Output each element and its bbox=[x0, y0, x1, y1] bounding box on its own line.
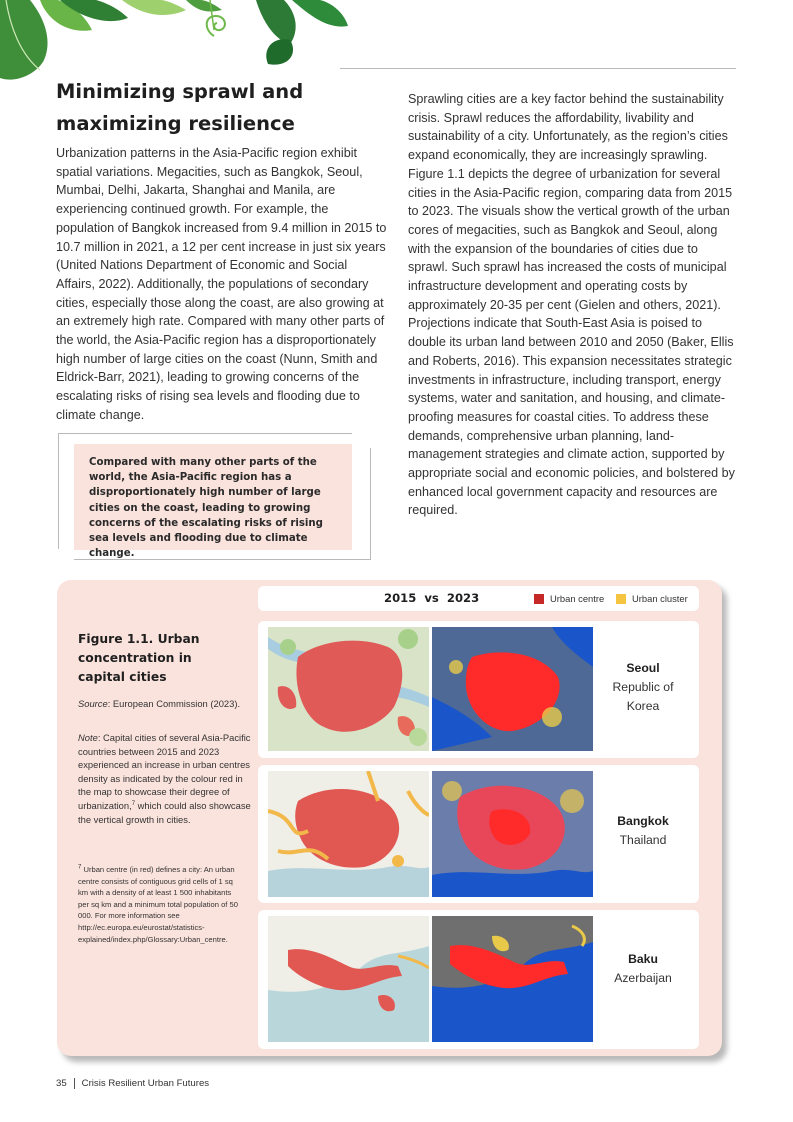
legend-urban-cluster bbox=[616, 593, 688, 604]
source-label: Source bbox=[78, 698, 108, 709]
seoul-map-2015-image bbox=[268, 627, 429, 751]
city-name: Seoul bbox=[626, 661, 660, 675]
city-card-baku bbox=[258, 910, 699, 1049]
footnote-text: Urban centre (in red) defines a city: An urban centre consists of contiguous grid cells of 1 sq km with a density of at least 1 500 inhabitants per sq km and a minimum total population of 50 000. For more information see http://ec.europa.eu/eurostat/statistics-explained/index.php/Glossary:Urban_centre. bbox=[78, 865, 238, 944]
legend-label: Urban centre bbox=[550, 593, 605, 604]
bangkok-map-2015-image bbox=[268, 771, 429, 897]
legend-urban-centre bbox=[534, 593, 604, 604]
baku-map-2015-image bbox=[268, 916, 429, 1042]
legend-label: Urban cluster bbox=[632, 593, 688, 604]
top-divider bbox=[340, 68, 736, 69]
urban-centre-swatch-icon bbox=[534, 594, 544, 604]
baku-map-2023-image bbox=[432, 916, 593, 1042]
legend-bar bbox=[258, 586, 699, 611]
right-column-text bbox=[408, 90, 740, 520]
footnote-number: 7 bbox=[78, 864, 82, 871]
paragraph: Urbanization patterns in the Asia-Pacific region exhibit spatial variations. Megacities, such as Bangkok, Seoul, Mumbai, Delhi, Jakarta, Shanghai and Manila, are experiencing continued growth. For example, the population of Bangkok increased from 9.4 million in 2015 to 10.7 million in 2021, a 12 per cent increase in just six years (United Nations Department of Economic and Social Affairs, 2022). Additionally, the populations of secondary cities, especially those along the coast, are also growing at an extremely high rate. Compared with many other parts of the world, the Asia-Pacific region has a disproportionately high number of large cities on the coast (Nunn, Smith and Eldrick-Barr, 2021), leading to growing concerns of the escalating risks of rising sea levels and flooding due to climate change. bbox=[56, 146, 387, 422]
paragraph: Sprawling cities are a key factor behind the sustainability crisis. Sprawl reduces the affordability, livability and sustainability of a city. Unfortunately, as the region’s cities expand economically, they are increasingly sprawling. Figure 1.1 depicts the degree of urbanization for several cities in the Asia-Pacific region, comparing data from 2015 to 2023. The visuals show the vertical growth of the urban cores of megacities, such as Bangkok and Seoul, along with the expansion of the boundaries of cities due to sprawl. Such sprawl has increased the costs of municipal infrastructure development and operating costs by approximately 20-35 per cent (Gielen and others, 2021). Projections indicate that South-East Asia is poised to double its urban land between 2010 and 2050 (Baker, Ellis and Roberts, 2016). This expansion necessitates strategic investments in infrastructure, including transport, energy systems, water and sanitation, and housing, and climate-proofing measures for coastal cities. To address these demands, comprehensive urban planning, land-management strategies and climate action, supported by appropriate social and economic policies, and bolstered by enhanced local government capacity and resources are required. bbox=[408, 92, 735, 518]
city-name: Bangkok bbox=[617, 814, 669, 828]
source-text: : European Commission (2023). bbox=[107, 698, 241, 709]
city-name: Baku bbox=[628, 952, 658, 966]
country-name: Thailand bbox=[619, 833, 667, 847]
country-name: Republic of Korea bbox=[612, 680, 674, 713]
page-footer bbox=[56, 1078, 209, 1089]
pull-quote: Compared with many other parts of the world, the Asia-Pacific region has a disproportionately high number of large cities on the coast, leading to growing concerns of the escalating risks of rising sea levels and flooding due to climate change. bbox=[74, 444, 352, 550]
footer-separator bbox=[74, 1078, 75, 1089]
city-label-baku bbox=[598, 950, 688, 988]
note-text-end: which could also showcase the vertical growth in cities. bbox=[78, 799, 251, 825]
urban-cluster-swatch-icon bbox=[616, 594, 626, 604]
country-name: Azerbaijan bbox=[614, 971, 672, 985]
city-card-bangkok bbox=[258, 765, 699, 903]
comparison-title: 2015 vs 2023 bbox=[384, 591, 480, 605]
note-text: : Capital cities of several Asia-Pacific countries between 2015 and 2023 experienced an increase in urban centres density as indicated by the colour red in the map to showcase their degree of urbanization, bbox=[78, 732, 251, 811]
page-number: 35 bbox=[56, 1078, 67, 1089]
city-label-bangkok bbox=[598, 812, 688, 850]
city-label-seoul bbox=[598, 659, 688, 716]
figure-title: Figure 1.1. Urban concentration in capital cities bbox=[78, 632, 200, 684]
left-column-text bbox=[56, 144, 388, 425]
figure-source bbox=[78, 698, 248, 711]
figure-footnote bbox=[78, 864, 238, 945]
section-heading: Minimizing sprawl and maximizing resilience bbox=[56, 80, 304, 135]
city-card-seoul bbox=[258, 621, 699, 758]
footnote-marker: 7 bbox=[131, 800, 136, 807]
publication-title: Crisis Resilient Urban Futures bbox=[81, 1078, 210, 1089]
note-label: Note bbox=[78, 732, 98, 743]
seoul-map-2023-image bbox=[432, 627, 593, 751]
bangkok-map-2023-image bbox=[432, 771, 593, 897]
figure-note bbox=[78, 731, 253, 826]
